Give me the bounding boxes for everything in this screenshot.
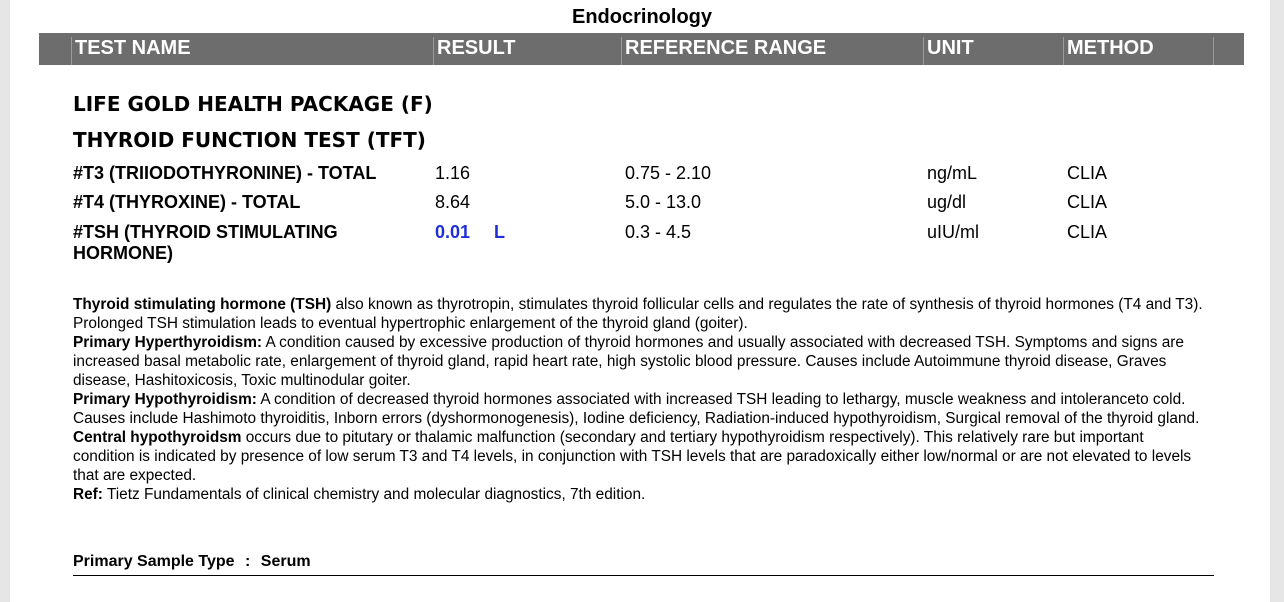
test-unit: ug/dl: [927, 192, 967, 212]
test-result: 8.64: [435, 192, 471, 212]
note-heading: Ref:: [73, 486, 103, 503]
column-reference-range: REFERENCE RANGE: [621, 37, 923, 65]
test-result-abnormal: 0.01: [435, 222, 471, 242]
note-paragraph: [73, 428, 1203, 485]
note-text: also known as thyrotropin, stimulates thyroid follicular cells and regulates the rate of synthesis of thyroid hormones (T4 and T3). Prolonged TSH stimulation leads to eventual hypertrophic enlargement of the thyroid gland (goiter).: [73, 296, 1203, 332]
column-extra: [1213, 37, 1244, 65]
sample-separator: :: [245, 553, 251, 570]
test-reference-range: 5.0 - 13.0: [625, 192, 702, 212]
note-heading: Thyroid stimulating hormone (TSH): [73, 296, 332, 313]
note-text: occurs due to pitutary or thalamic malfunction (secondary and tertiary hypothyroidism respectively). This relatively rare but important condition is indicated by presence of low serum T3 and T4 levels, in conjunction with TSH levels that are paradoxically either low/normal or are not elevated to levels that are expected.: [73, 429, 1192, 484]
abnormal-flag: L: [494, 222, 505, 242]
test-unit: ng/mL: [927, 163, 978, 183]
page-margin-left: [0, 0, 10, 602]
note-text: Tietz Fundamentals of clinical chemistry and molecular diagnostics, 7th edition.: [102, 486, 646, 503]
column-method: METHOD: [1063, 37, 1213, 65]
interpretation-notes: [73, 295, 1203, 504]
note-paragraph: [73, 485, 1203, 504]
panel-title: THYROID FUNCTION TEST (TFT): [73, 128, 426, 152]
test-unit: uIU/ml: [927, 222, 980, 242]
note-text: A condition of decreased thyroid hormones associated with increased TSH leading to lethargy, muscle weakness and intoleranceto cold. Causes include Hashimoto thyroiditis, Inborn errors (dyshormonogenesis), Iodine deficiency, Radiation-induced hypothyroidism, Surgical removal of the thyroid gland.: [73, 391, 1200, 427]
primary-sample-type: [73, 553, 311, 571]
sample-value: Serum: [260, 553, 311, 570]
test-name: #T4 (THYROXINE) - TOTAL: [73, 192, 301, 212]
note-heading: Primary Hypothyroidism:: [73, 391, 257, 408]
column-unit: UNIT: [923, 37, 1063, 65]
column-test-name: TEST NAME: [71, 37, 433, 65]
test-method: CLIA: [1067, 222, 1108, 242]
note-paragraph: [73, 295, 1203, 333]
test-name: #T3 (TRIIODOTHYRONINE) - TOTAL: [73, 163, 377, 183]
test-reference-range: 0.75 - 2.10: [625, 163, 712, 183]
test-method: CLIA: [1067, 163, 1108, 183]
department-title: Endocrinology: [572, 6, 712, 28]
sample-label: Primary Sample Type: [73, 553, 235, 570]
test-reference-range: 0.3 - 4.5: [625, 222, 692, 242]
note-heading: Central hypothyroidsm: [73, 429, 242, 446]
note-paragraph: [73, 333, 1203, 390]
note-paragraph: [73, 390, 1203, 428]
test-name: #TSH (THYROID STIMULATING HORMONE): [73, 222, 338, 263]
note-text: A condition caused by excessive production of thyroid hormones and usually associated with decreased TSH. Symptoms and signs are increased basal metabolic rate, enlargement of thyroid gland, rapid heart rate, high systolic blood pressure. Causes include Autoimmune thyroid disease, Graves disease, Hashitoxicosis, Toxic multinodular goiter.: [73, 334, 1184, 389]
results-table-header: [39, 33, 1244, 65]
page-margin-right: [1270, 0, 1284, 602]
test-method: CLIA: [1067, 192, 1108, 212]
column-result: RESULT: [433, 37, 621, 65]
package-title: LIFE GOLD HEALTH PACKAGE (F): [73, 92, 433, 116]
note-heading: Primary Hyperthyroidism:: [73, 334, 263, 351]
test-result: 1.16: [435, 163, 471, 183]
divider: [73, 575, 1214, 576]
